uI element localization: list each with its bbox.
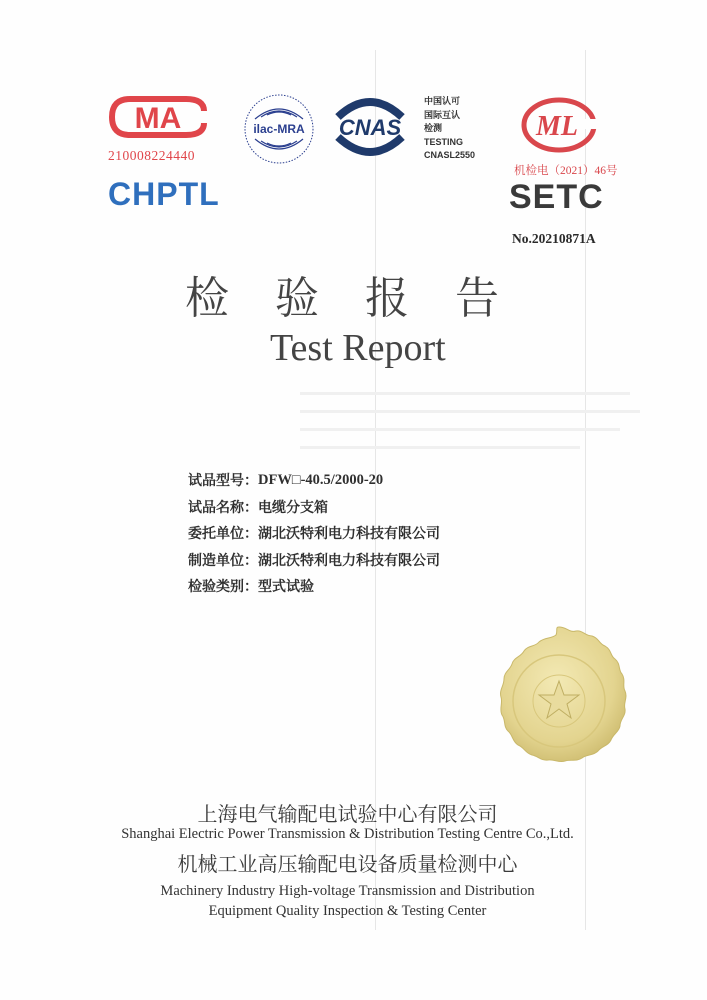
cnas-line: 国际互认: [424, 109, 461, 120]
info-label: 试品名称：: [188, 499, 258, 516]
show-through-text: [300, 410, 640, 413]
cnas-line: 中国认可: [424, 96, 461, 106]
ml-logo-icon: [520, 97, 598, 153]
info-label: 试品型号：: [188, 473, 258, 490]
cnas-line: 检测: [424, 123, 443, 133]
page-title-cn: 检验报告: [185, 273, 545, 324]
info-label: 检验类别：: [188, 579, 258, 596]
info-label: 制造单位：: [188, 552, 258, 569]
svg-text:ML: ML: [536, 111, 578, 142]
svg-text:MA: MA: [134, 102, 182, 135]
cnas-line: TESTING: [424, 136, 464, 147]
info-row-client: [188, 520, 440, 547]
org2-name-en-line1: Machinery Industry High-voltage Transmission and Distribution: [160, 883, 535, 899]
info-row-test-type: [188, 573, 440, 600]
org1-name-en: Shanghai Electric Power Transmission & Distribution Testing Centre Co.,Ltd.: [121, 826, 574, 842]
svg-text:ilac-MRA: ilac-MRA: [253, 122, 305, 136]
ml-approval-number: 机检电（2021）46号: [514, 165, 618, 177]
page-title-en: Test Report: [270, 327, 446, 369]
chptl-logo: CHPTL: [108, 176, 220, 212]
cma-certificate-number: 210008224440: [108, 148, 195, 163]
info-row-manufacturer: [188, 547, 440, 574]
info-value: 湖北沃特利电力科技有限公司: [258, 526, 440, 543]
org2-name-en-line2: Equipment Quality Inspection & Testing Center: [208, 903, 487, 919]
cnas-logo-icon: [330, 95, 410, 157]
sample-info-block: [188, 467, 440, 600]
setc-logo: SETC: [509, 178, 604, 216]
cma-logo-icon: [108, 93, 208, 141]
show-through-text: [300, 428, 620, 431]
show-through-text: [300, 446, 580, 449]
ilac-mra-logo-icon: [243, 93, 315, 165]
svg-text:CNAS: CNAS: [338, 115, 402, 140]
report-number: No.20210871A: [512, 231, 596, 246]
info-value: 湖北沃特利电力科技有限公司: [258, 552, 440, 569]
org1-name-cn: 上海电气输配电试验中心有限公司: [197, 802, 498, 826]
info-value: 电缆分支箱: [258, 499, 328, 516]
org2-name-cn: 机械工业高压输配电设备质量检测中心: [177, 852, 518, 876]
show-through-text: [300, 392, 630, 395]
info-value: DFW□-40.5/2000-20: [258, 471, 384, 488]
info-row-name: [188, 494, 440, 521]
info-label: 委托单位：: [188, 526, 258, 543]
info-row-model: [188, 467, 440, 494]
gold-seal-icon: [478, 626, 640, 776]
info-value: 型式试验: [258, 579, 314, 596]
cnas-line: CNASL2550: [424, 150, 476, 160]
cnas-accreditation-text: [424, 95, 475, 163]
